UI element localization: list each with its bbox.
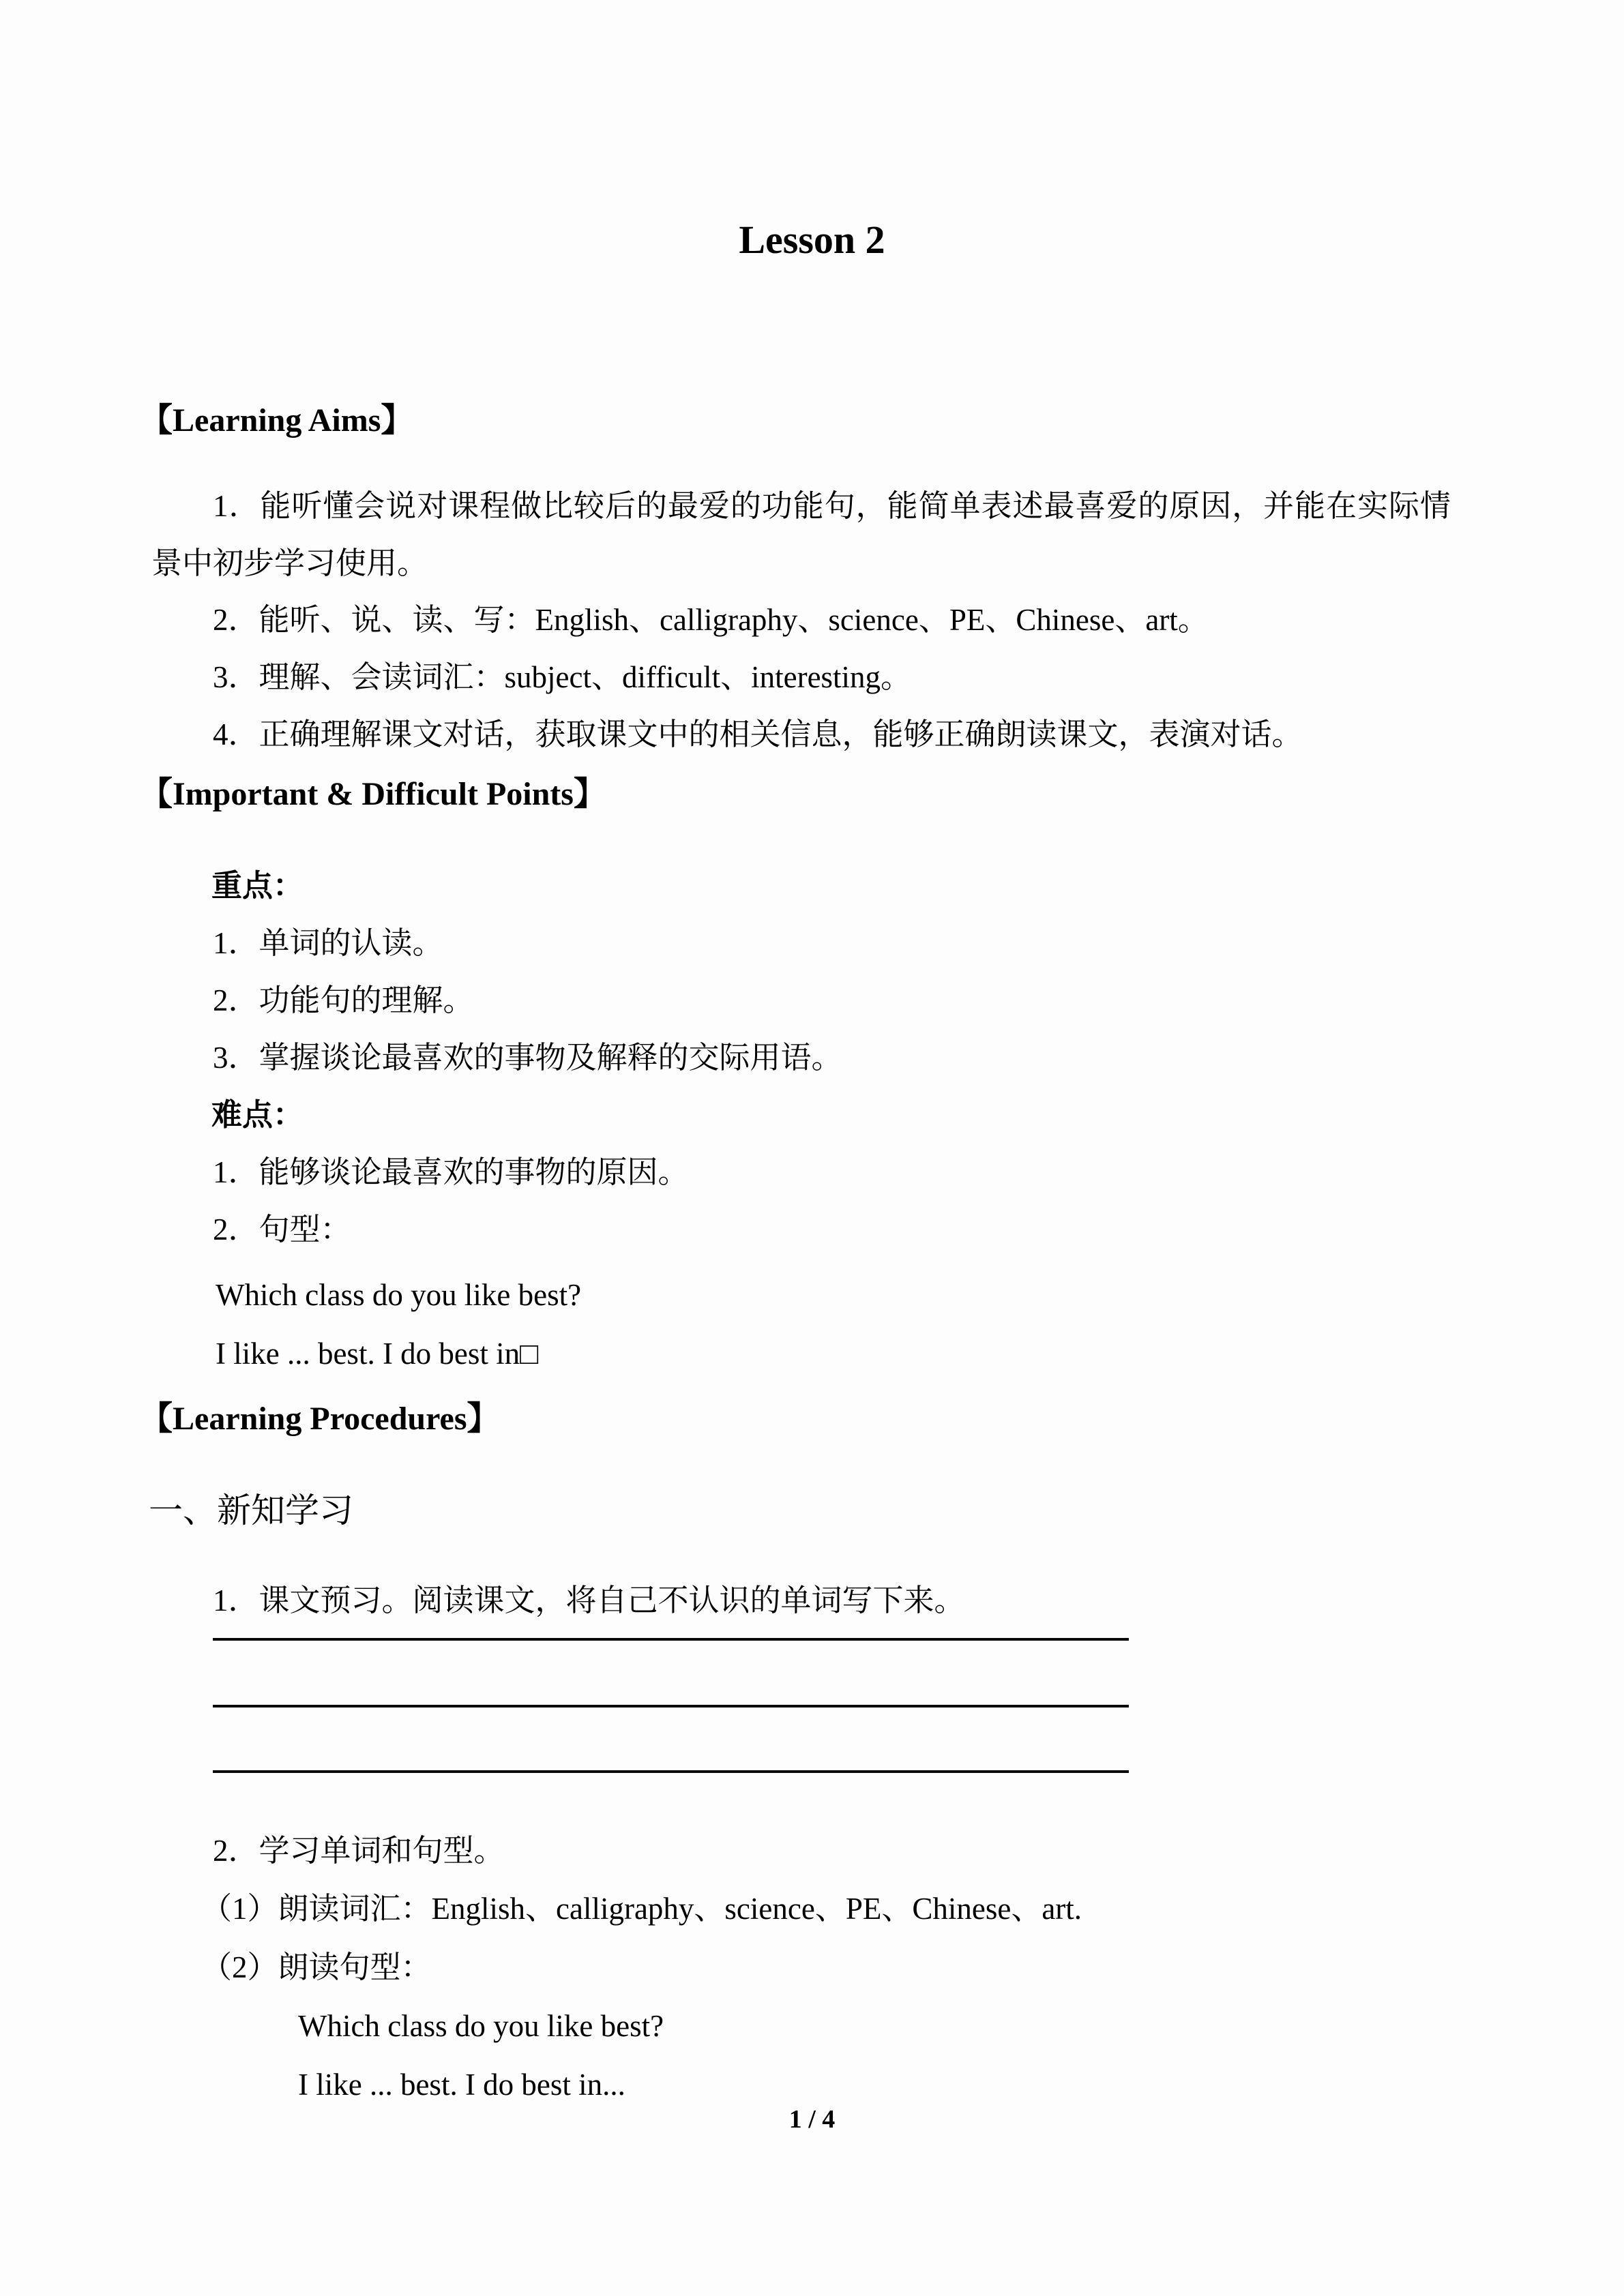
substep-2: （2）朗读句型： bbox=[201, 1950, 432, 1984]
key-points-label: 重点： bbox=[211, 869, 304, 903]
substep-1: （1）朗读词汇：English、calligraphy、science、PE、Chinese、art. bbox=[201, 1892, 1082, 1926]
learning-aims-item-4: 4．正确理解课文对话，获取课文中的相关信息，能够正确朗读课文，表演对话。 bbox=[213, 717, 1303, 751]
learning-aims-heading: 【Learning Aims】 bbox=[140, 402, 414, 438]
key-point-3: 3．掌握谈论最喜欢的事物及解释的交际用语。 bbox=[213, 1041, 842, 1075]
sentence-pattern-question: Which class do you like best? bbox=[216, 1278, 582, 1312]
difficult-point-1: 1．能够谈论最喜欢的事物的原因。 bbox=[213, 1155, 689, 1189]
difficult-points-label: 难点： bbox=[211, 1098, 304, 1132]
procedure-step-2: 2．学习单词和句型。 bbox=[213, 1834, 505, 1868]
blank-writing-line bbox=[213, 1705, 1129, 1708]
blank-writing-line bbox=[213, 1638, 1129, 1641]
important-difficult-heading: 【Important & Difficult Points】 bbox=[140, 776, 606, 812]
page-number: 1 / 4 bbox=[788, 2105, 836, 2134]
page-title: Lesson 2 bbox=[739, 218, 885, 262]
learning-procedures-heading: 【Learning Procedures】 bbox=[140, 1401, 500, 1437]
procedure-sentence-question: Which class do you like best? bbox=[298, 2009, 664, 2043]
procedure-step-1: 1．课文预习。阅读课文，将自己不认识的单词写下来。 bbox=[213, 1583, 965, 1617]
key-point-1: 1．单词的认读。 bbox=[213, 926, 443, 960]
learning-aims-item-2: 2．能听、说、读、写：English、calligraphy、science、PE、Chinese、art。 bbox=[213, 603, 1209, 637]
sentence-pattern-answer: I like ... best. I do best in□ bbox=[216, 1337, 539, 1371]
key-point-2: 2．功能句的理解。 bbox=[213, 983, 474, 1017]
learning-aims-item-1: 1．能听懂会说对课程做比较后的最爱的功能句，能简单表述最喜爱的原因，并能在实际情景中初步学习使用。 bbox=[151, 489, 1451, 580]
procedure-sentence-answer: I like ... best. I do best in... bbox=[298, 2068, 625, 2102]
difficult-point-2: 2．句型： bbox=[213, 1212, 351, 1247]
learning-aims-item-3: 3．理解、会读词汇：subject、difficult、interesting。 bbox=[213, 660, 912, 694]
blank-writing-line bbox=[213, 1770, 1129, 1773]
part1-heading: 一、新知学习 bbox=[149, 1491, 353, 1530]
